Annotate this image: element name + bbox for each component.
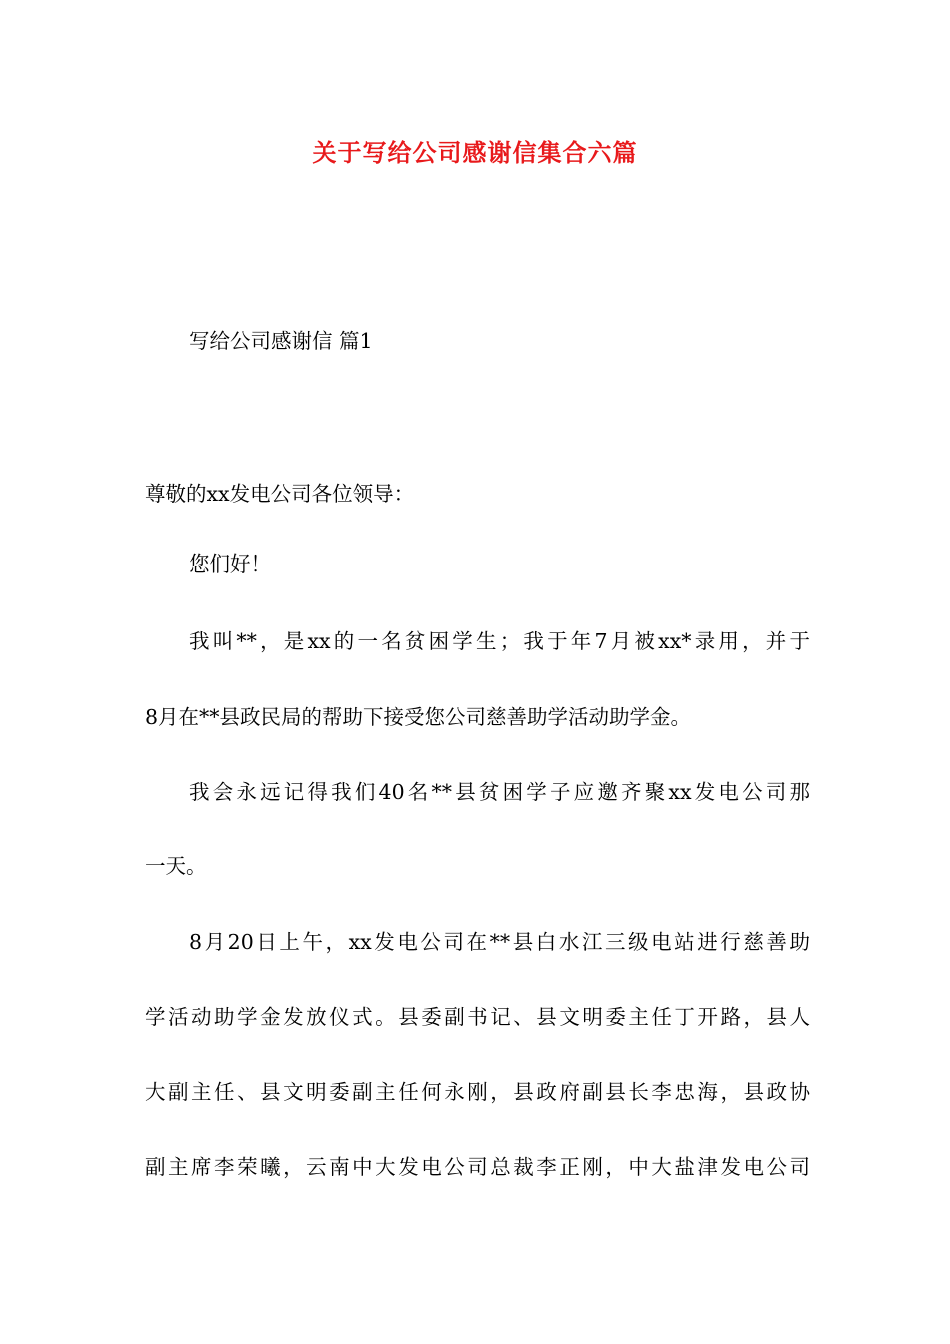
body-line: 8月20日上午，xx发电公司在**县白水江三级电站进行慈善助 — [189, 930, 810, 954]
body-line: 大副主任、县文明委副主任何永刚，县政府副县长李忠海，县政协 — [145, 1080, 810, 1104]
greeting-line: 您们好！ — [189, 552, 271, 576]
body-line: 一天。 — [145, 854, 207, 878]
salutation-line: 尊敬的xx发电公司各位领导： — [145, 482, 415, 506]
body-line: 学活动助学金发放仪式。县委副书记、县文明委主任丁开路，县人 — [145, 1005, 810, 1029]
body-line: 8月在**县政民局的帮助下接受您公司慈善助学活动助学金。 — [145, 705, 692, 729]
section-heading: 写给公司感谢信 篇1 — [189, 329, 373, 353]
body-line: 我会永远记得我们40名**县贫困学子应邀齐聚xx发电公司那 — [189, 780, 810, 804]
body-line: 副主席李荣曦，云南中大发电公司总裁李正刚，中大盐津发电公司 — [145, 1155, 810, 1179]
body-line: 我叫**，是xx的一名贫困学生；我于年7月被xx*录用，并于 — [189, 629, 810, 653]
document-title: 关于写给公司感谢信集合六篇 — [312, 139, 638, 167]
